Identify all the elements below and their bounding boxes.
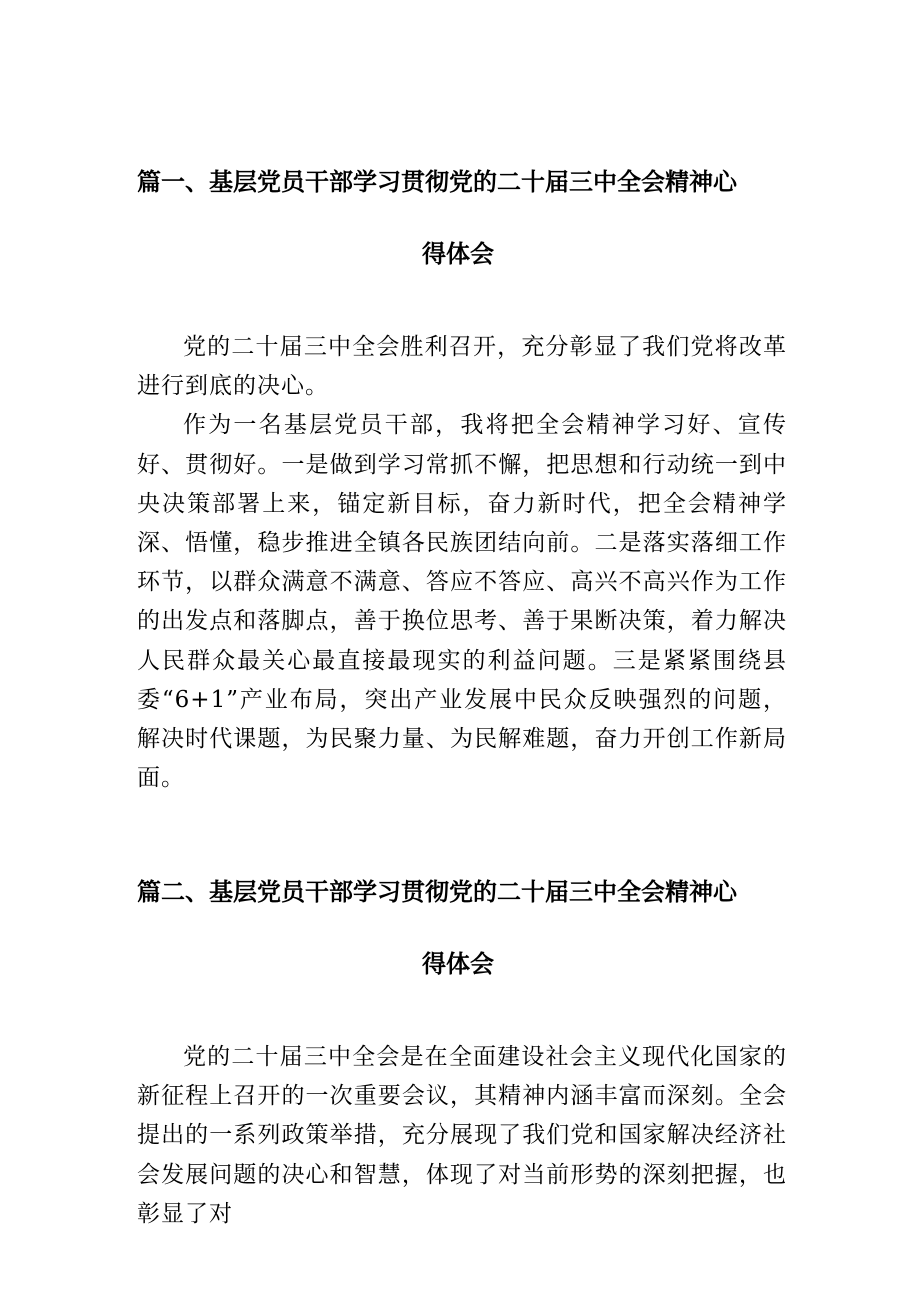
article-1-title-line2: 得体会 (422, 240, 494, 268)
article-1 (137, 166, 787, 798)
article-2-title-line1: 篇二、基层党员干部学习贯彻党的二十届三中全会精神心 (137, 878, 737, 906)
article-2-title (137, 876, 787, 980)
article-1-paragraph-2: 作为一名基层党员干部，我将把全会精神学习好、宣传好、贯彻好。一是做到学习常抓不懈，把思想和行动统一到中央决策部署上来，锚定新目标，奋力新时代，把全会精神学深、悟懂，稳步推进全镇各民族团结向前。二是落实落细工作环节，以群众满意不满意、答应不答应、高兴不高兴作为工作的出发点和落脚点，善于换位思考、善于果断决策，着力解决人民群众最关心最直接最现实的利益问题。三是紧紧围绕县委“6+1”产业布局，突出产业发展中民众反映强烈的问题，解决时代课题，为民聚力量、为民解难题，奋力开创工作新局面。 (137, 412, 787, 792)
article-2 (137, 876, 787, 1234)
article-1-title-line1: 篇一、基层党员干部学习贯彻党的二十届三中全会精神心 (137, 168, 737, 196)
article-2-title-line2: 得体会 (422, 950, 494, 978)
article-1-title (137, 166, 787, 270)
article-2-paragraph-1: 党的二十届三中全会是在全面建设社会主义现代化国家的新征程上召开的一次重要会议，其精神内涵丰富而深刻。全会提出的一系列政策举措，充分展现了我们党和国家解决经济社会发展问题的决心和智慧，体现了对当前形势的深刻把握，也彰显了对 (137, 1044, 787, 1227)
article-1-paragraph-1: 党的二十届三中全会胜利召开，充分彰显了我们党将改革进行到底的决心。 (137, 334, 787, 400)
